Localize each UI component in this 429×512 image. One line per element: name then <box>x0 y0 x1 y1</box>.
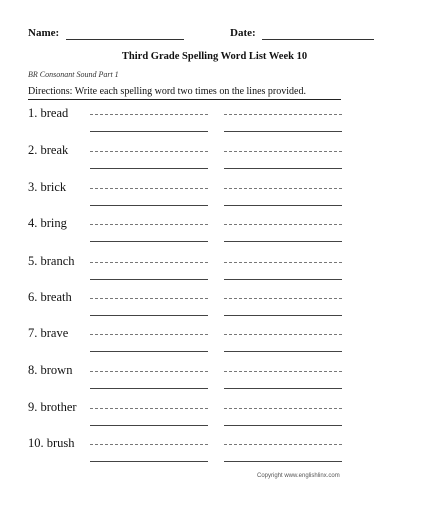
word-label: 10. brush <box>28 436 75 450</box>
writing-line[interactable] <box>224 351 342 352</box>
page-title: Third Grade Spelling Word List Week 10 <box>121 51 308 62</box>
word-label: 9. brother <box>28 400 77 414</box>
word-row <box>0 139 429 174</box>
writing-line[interactable] <box>90 315 208 316</box>
word-label: 1. bread <box>28 106 69 120</box>
writing-line[interactable] <box>224 168 342 169</box>
word-row <box>0 322 429 357</box>
header-row <box>28 27 408 43</box>
writing-line[interactable] <box>90 114 208 115</box>
writing-line[interactable] <box>90 241 208 242</box>
date-label: Date: <box>230 27 256 39</box>
writing-line[interactable] <box>90 151 208 152</box>
writing-line[interactable] <box>224 315 342 316</box>
writing-line[interactable] <box>224 371 342 372</box>
word-row <box>0 359 429 394</box>
writing-line[interactable] <box>90 262 208 263</box>
writing-line[interactable] <box>224 334 342 335</box>
writing-line[interactable] <box>224 188 342 189</box>
writing-line[interactable] <box>224 241 342 242</box>
writing-line[interactable] <box>90 279 208 280</box>
writing-line[interactable] <box>224 425 342 426</box>
writing-line[interactable] <box>90 388 208 389</box>
writing-line[interactable] <box>90 168 208 169</box>
word-row <box>0 176 429 211</box>
writing-line[interactable] <box>90 408 208 409</box>
writing-line[interactable] <box>224 388 342 389</box>
word-row <box>0 432 429 467</box>
subtitle: BR Consonant Sound Part 1 <box>28 70 119 79</box>
writing-line[interactable] <box>224 262 342 263</box>
writing-line[interactable] <box>90 444 208 445</box>
writing-line[interactable] <box>90 205 208 206</box>
word-row <box>0 286 429 321</box>
word-row <box>0 250 429 285</box>
writing-line[interactable] <box>224 298 342 299</box>
word-label: 5. branch <box>28 254 75 268</box>
writing-line[interactable] <box>224 114 342 115</box>
writing-line[interactable] <box>90 188 208 189</box>
name-label: Name: <box>28 27 60 39</box>
writing-line[interactable] <box>90 371 208 372</box>
divider <box>28 99 341 100</box>
writing-line[interactable] <box>90 461 208 462</box>
writing-line[interactable] <box>224 408 342 409</box>
date-line[interactable] <box>262 39 374 40</box>
word-label: 3. brick <box>28 180 67 194</box>
word-label: 6. breath <box>28 290 72 304</box>
writing-line[interactable] <box>90 131 208 132</box>
writing-line[interactable] <box>90 298 208 299</box>
word-label: 7. brave <box>28 326 69 340</box>
writing-line[interactable] <box>90 334 208 335</box>
writing-line[interactable] <box>224 151 342 152</box>
writing-line[interactable] <box>90 425 208 426</box>
word-row <box>0 212 429 247</box>
name-line[interactable] <box>66 39 184 40</box>
writing-line[interactable] <box>224 224 342 225</box>
word-label: 4. bring <box>28 216 67 230</box>
word-label: 8. brown <box>28 363 73 377</box>
word-row <box>0 396 429 431</box>
word-label: 2. break <box>28 143 69 157</box>
writing-line[interactable] <box>90 351 208 352</box>
writing-line[interactable] <box>224 279 342 280</box>
writing-line[interactable] <box>90 224 208 225</box>
writing-line[interactable] <box>224 131 342 132</box>
writing-line[interactable] <box>224 444 342 445</box>
writing-line[interactable] <box>224 205 342 206</box>
copyright-footer: Copyright www.englishlinx.com <box>257 473 340 479</box>
word-row <box>0 102 429 137</box>
writing-line[interactable] <box>224 461 342 462</box>
directions: Directions: Write each spelling word two times on the lines provided. <box>28 86 306 97</box>
